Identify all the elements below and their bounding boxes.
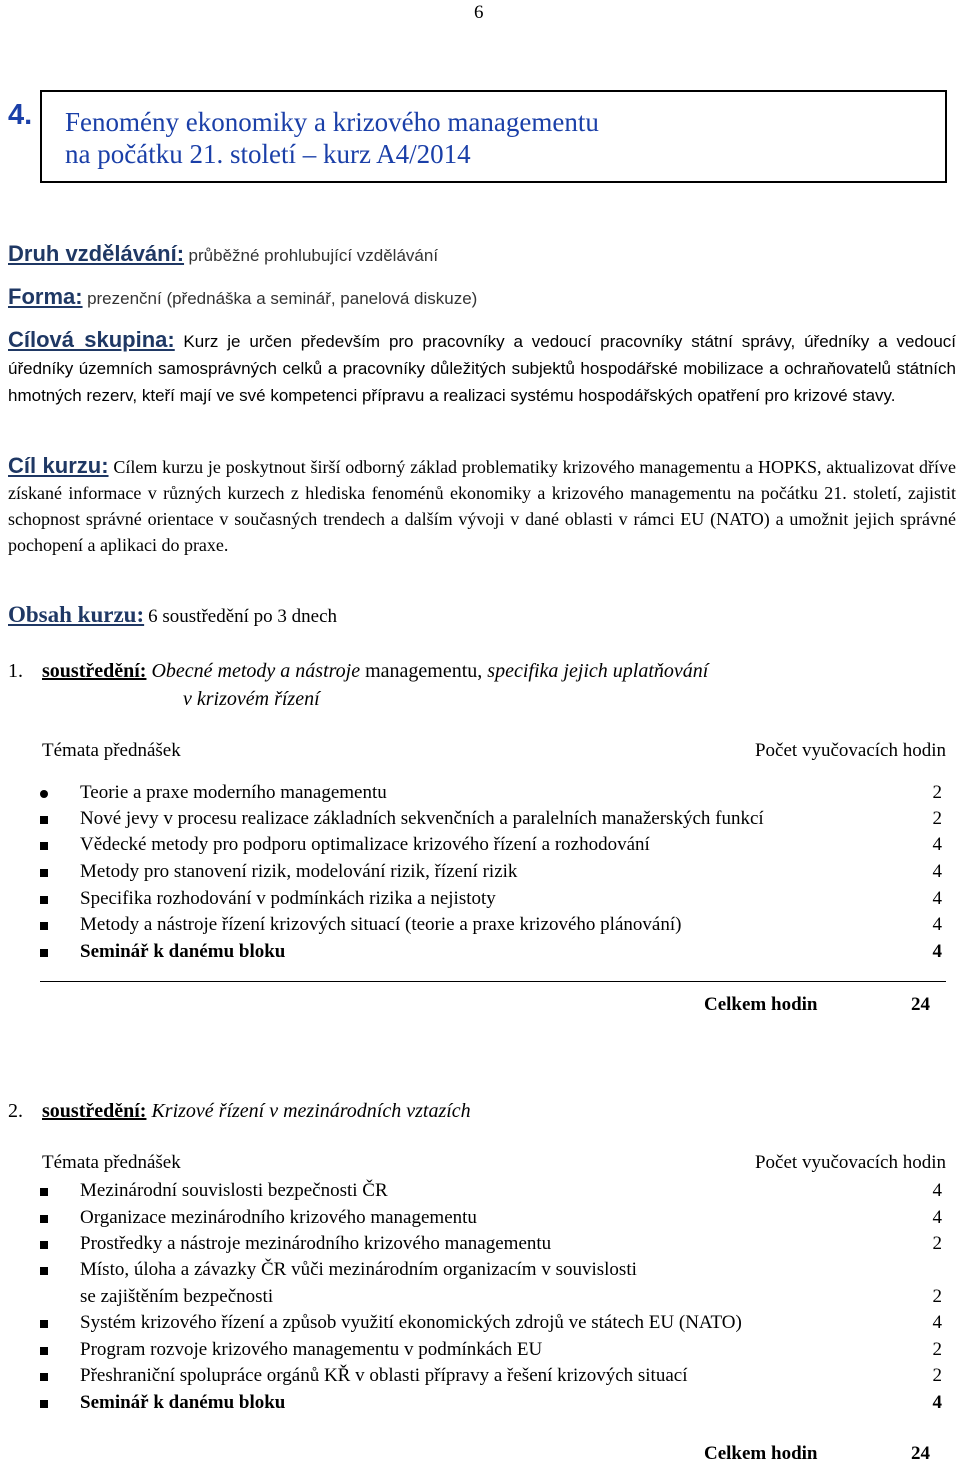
block2-item (40, 1205, 946, 1231)
cil-value: Cílem kurzu je poskytnout širší odborný základ problematiky krizového managementu a HOPKS, aktualizovat dříve získané informace v různých kurzech z hlediska fenoménů ekonomiky a krizového managementu na počátku 21. století, zajistit schopnost správné orientace v současných trendech a dalším vývoji v dané oblasti v rámci EU (NATO) a umožnit jejich správné pochopení a aplikaci do praxe. (8, 457, 956, 555)
block1-item-hours: 4 (932, 834, 942, 855)
block2-col-topics: Témata přednášek (42, 1152, 181, 1173)
block2-item-text: Přeshraniční spolupráce orgánů KŘ v oblasti přípravy a řešení krizových situací (80, 1365, 688, 1386)
block2-item-hours: 2 (932, 1286, 942, 1307)
block1-item (40, 939, 946, 965)
block1-item-text: Specifika rozhodování v podmínkách rizika a nejistoty (80, 888, 496, 909)
bullet-square-icon (40, 1400, 48, 1408)
section-number: 4. (8, 99, 33, 131)
block2-item (40, 1363, 946, 1389)
block2-item-hours: 4 (932, 1392, 942, 1413)
block1-label: soustředění: (42, 660, 147, 682)
block2-item (40, 1257, 946, 1283)
block1-item (40, 859, 946, 885)
block2-total-value: 24 (911, 1443, 930, 1464)
block1-item-hours: 4 (932, 888, 942, 909)
title-box (40, 90, 947, 183)
block2-item-text: Prostředky a nástroje mezinárodního krizového managementu (80, 1233, 552, 1254)
block1-col-hours: Počet vyučovacích hodin (754, 740, 946, 761)
block2-item-continuation (40, 1284, 946, 1310)
block1-item-hours: 4 (932, 861, 942, 882)
block2-item-hours: 2 (932, 1365, 942, 1386)
page-number: 6 (474, 2, 484, 23)
obsah-kurzu (8, 602, 337, 628)
bullet-circle-icon (40, 790, 48, 798)
block1-item (40, 912, 946, 938)
block2-item-hours: 2 (932, 1233, 942, 1254)
block2-item-hours: 4 (932, 1207, 942, 1228)
bullet-square-icon (40, 1373, 48, 1381)
block1-item-text: Metody pro stanovení rizik, modelování rizik, řízení rizik (80, 861, 518, 882)
section-title-line-1: Fenomény ekonomiky a krizového managementu (65, 107, 599, 137)
bullet-square-icon (40, 1267, 48, 1275)
block2-item-text: Systém krizového řízení a způsob využití ekonomických zdrojů ve státech EU (NATO) (80, 1312, 742, 1333)
section-title-line-2: na počátku 21. století – kurz A4/2014 (65, 139, 471, 169)
druh-label: Druh vzdělávání: (8, 241, 185, 266)
druh-value: průběžné prohlubující vzdělávání (188, 246, 439, 265)
bullet-square-icon (40, 896, 48, 904)
bullet-square-icon (40, 1347, 48, 1355)
block2-item-text: Mezinárodní souvislosti bezpečnosti ČR (80, 1180, 388, 1201)
block2-title: Krizové řízení v mezinárodních vztazích (151, 1100, 471, 1122)
block2-item-hours: 4 (932, 1312, 942, 1333)
block1-item-hours: 2 (932, 808, 942, 829)
block1-heading-line2 (183, 685, 320, 713)
bullet-square-icon (40, 1188, 48, 1196)
block2-col-hours: Počet vyučovacích hodin (754, 1152, 946, 1173)
block1-item (40, 780, 946, 806)
block2-item-hours: 2 (932, 1339, 942, 1360)
block1-title-italic-1: Obecné metody a nástroje (151, 660, 361, 682)
block2-item (40, 1390, 946, 1416)
block2-item-text: Seminář k danému bloku (80, 1392, 286, 1413)
block2-item-text: Program rozvoje krizového managementu v podmínkách EU (80, 1339, 543, 1360)
bullet-square-icon (40, 949, 48, 957)
block2-heading (8, 1097, 471, 1125)
block1-item-hours: 2 (932, 782, 942, 803)
obsah-label: Obsah kurzu: (8, 602, 145, 627)
block1-item-text: Teorie a praxe moderního managementu (80, 782, 387, 803)
block1-item-text: Seminář k danému bloku (80, 941, 286, 962)
forma-label: Forma: (8, 284, 83, 309)
bullet-square-icon (40, 816, 48, 824)
cilova-value: Kurz je určen především pro pracovníky a vedoucí pracovníky státní správy, úředníky a vedoucí úředníky územních samosprávných celků a pracovníky důležitých subjektů hospodářské mobilizace a ochraňovatelů státních hmotných rezerv, kteří mají ve své kompetenci přípravu a realizaci systému hospodářských opatření pro krizové stavy. (8, 332, 957, 405)
druh-vzdelavani (8, 241, 438, 267)
block2-item-hours: 4 (932, 1180, 942, 1201)
cilova-skupina (8, 327, 956, 409)
cil-label: Cíl kurzu: (8, 453, 109, 478)
block1-item-text: Metody a nástroje řízení krizových situací (teorie a praxe krizového plánování) (80, 914, 682, 935)
bullet-square-icon (40, 1241, 48, 1249)
block2-number: 2. (8, 1100, 23, 1122)
block1-item (40, 806, 946, 832)
forma (8, 284, 477, 310)
block2-item (40, 1337, 946, 1363)
block1-title-plain: managementu, (365, 660, 483, 682)
section-title (65, 106, 599, 170)
block2-total-label: Celkem hodin (704, 1443, 818, 1464)
bullet-square-icon (40, 1320, 48, 1328)
block2-item (40, 1231, 946, 1257)
block2-item (40, 1178, 946, 1204)
block2-label: soustředění: (42, 1100, 147, 1122)
bullet-square-icon (40, 869, 48, 877)
block1-number: 1. (8, 660, 23, 682)
block2-item (40, 1310, 946, 1336)
block1-divider (40, 981, 946, 982)
cilova-label: Cílová skupina: (8, 327, 175, 352)
block1-item-hours: 4 (932, 914, 942, 935)
block1-title-line2: v krizovém řízení (183, 688, 320, 710)
block1-item-text: Nové jevy v procesu realizace základních sekvenčních a paralelních manažerských funkcí (80, 808, 764, 829)
block1-title-italic-2: specifika jejich uplatňování (487, 660, 709, 682)
block1-heading (8, 657, 708, 685)
bullet-square-icon (40, 1215, 48, 1223)
block2-item-text: se zajištěním bezpečnosti (80, 1286, 274, 1307)
forma-value: prezenční (přednáška a seminář, panelová diskuze) (87, 289, 478, 308)
bullet-square-icon (40, 842, 48, 850)
block2-item-text: Organizace mezinárodního krizového managementu (80, 1207, 477, 1228)
block1-item (40, 886, 946, 912)
block1-total-value: 24 (911, 994, 930, 1015)
block2-item-text: Místo, úloha a závazky ČR vůči mezinárodním organizacím v souvislosti (80, 1259, 637, 1280)
block1-item-hours: 4 (932, 941, 942, 962)
cil-kurzu (8, 453, 956, 558)
block1-item (40, 832, 946, 858)
block1-col-topics: Témata přednášek (42, 740, 181, 761)
block1-total-label: Celkem hodin (704, 994, 818, 1015)
block1-item-text: Vědecké metody pro podporu optimalizace krizového řízení a rozhodování (80, 834, 650, 855)
bullet-square-icon (40, 922, 48, 930)
obsah-value: 6 soustředění po 3 dnech (148, 606, 338, 627)
